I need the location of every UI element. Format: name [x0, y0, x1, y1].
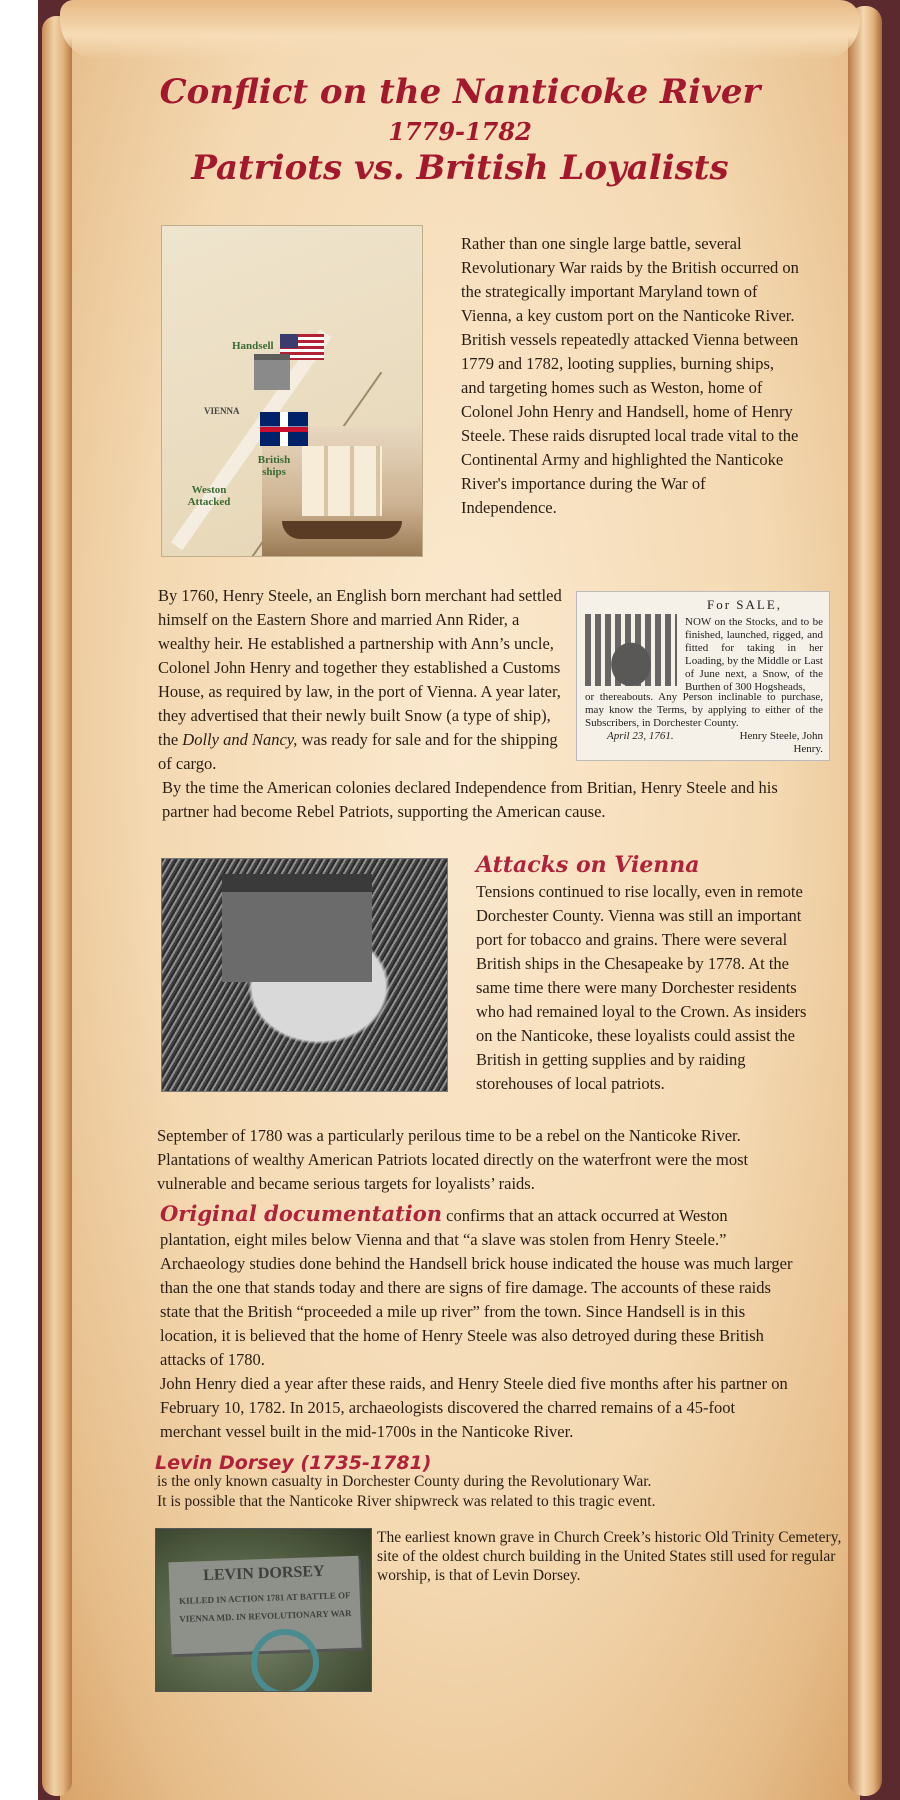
stone-line-2: KILLED IN ACTION 1781 AT BATTLE OF	[178, 1590, 351, 1606]
stone-line-1: LEVIN DORSEY	[202, 1562, 325, 1585]
deaths-text: John Henry died a year after these raids, and Henry Steele died five months after his partner on February 10, 1782. In 2015, archaeologists discovered the charred remains of a 45-foot merchant vessel built in the mid-1700s in the Nanticoke River.	[160, 1374, 788, 1441]
ship-wheel-marker-icon	[251, 1629, 319, 1692]
british-flag-icon	[260, 412, 308, 446]
steele-paragraph	[158, 584, 568, 776]
nanticoke-map-image	[161, 225, 423, 557]
map-label-british-ships: British ships	[257, 454, 291, 478]
attacks-heading: Attacks on Vienna	[476, 852, 700, 878]
attacks-paragraph: Tensions continued to rise locally, even in remote Dorchester County. Vienna was still an important port for tobacco and grains. There were several British ships in the Chesapeake by 1778. At the same time there were many Dorchester residents who had remained loyal to the Crown. As insiders on the Nanticoke, these loyalists could assist the British in getting supplies and by raiding storehouses of local patriots.	[476, 882, 807, 1093]
handsell-house-icon	[254, 354, 290, 390]
ad-ship-engraving-icon	[585, 614, 677, 686]
title-line-3: Patriots vs. British Loyalists	[191, 148, 729, 188]
documentation-lead: Original documentation	[160, 1201, 443, 1226]
documentation-text: confirms that an attack occurred at Weston plantation, eight miles below Vienna and that “a slave was stolen from Henry Steele.” Archaeology studies done behind the Handsell brick house indicated the house was much larger than the one that stands today and there are signs of fire damage. The accounts of these raids state that the British “proceeded a mile up river” from the town. Since Handsell is in this location, it is believed that the home of Henry Steele was also detroyed during these British attacks of 1780.	[160, 1206, 793, 1369]
ad-title: For SALE,	[707, 597, 783, 612]
ad-text: NOW on the Stocks, and to be finished, launched, rigged, and fitted for taking in her Loading, by the Middle or Last of June next, a Snow, of the Burthen of 300 Hogsheads,	[685, 616, 823, 693]
grave-paragraph: The earliest known grave in Church Creek’s historic Old Trinity Cemetery, site of the oldest church building in the United States still used for regular worship, is that of Levin Dorsey.	[377, 1529, 842, 1584]
scroll-top-curl	[60, 0, 860, 60]
steele-text-before: By 1760, Henry Steele, an English born merchant had settled himself on the Eastern Shore and married Ann Rider, a wealthy heir. He established a partnership with Ann’s uncle, Colonel John Henry and together they established a Customs House, as required by law, in the port of Vienna. A year later, they advertised that their newly built Snow (a type of ship), the	[158, 586, 562, 749]
steele-text-after: was ready for sale and for the shipping of cargo.	[158, 730, 558, 773]
map-label-vienna: VIENNA	[204, 406, 240, 416]
left-white-band	[0, 0, 38, 1800]
levin-heading: Levin Dorsey (1735-1781)	[155, 1452, 432, 1474]
documentation-paragraph	[160, 1202, 800, 1444]
map-label-weston: Weston Attacked	[187, 484, 231, 508]
ad-date: April 23, 1761.	[607, 730, 674, 742]
ad-text-2: or thereabouts. Any Person inclinable to purchase, may know the Terms, by applying to either of the Subscribers, in Dorchester County.	[585, 691, 823, 729]
ship-name: Dolly and Nancy,	[182, 730, 298, 749]
levin-paragraph	[157, 1472, 797, 1512]
battle-engraving-image	[161, 858, 448, 1092]
ad-signers: Henry Steele, John Henry.	[739, 730, 823, 755]
intro-paragraph: Rather than one single large battle, several Revolutionary War raids by the British occurred on the strategically important Maryland town of Vienna, a key custom port on the Nanticoke River. British vessels repeatedly attacked Vienna between 1779 and 1782, looting supplies, burning ships, and targeting homes such as Weston, home of Colonel John Henry and Handsell, home of Henry Steele. These raids disrupted local trade vital to the Continental Army and highlighted the Nanticoke River's importance during the War of Independence.	[461, 234, 799, 517]
map-label-handsell: Handsell	[232, 340, 274, 352]
ship-sale-advertisement	[576, 591, 830, 761]
patriots-paragraph: By the time the American colonies declared Independence from Britian, Henry Steele and his partner had become Rebel Patriots, supporting the American cause.	[162, 778, 778, 821]
title-line-1: Conflict on the Nanticoke River	[159, 72, 761, 112]
levin-line-2: It is possible that the Nanticoke River shipwreck was related to this tragic event.	[157, 1493, 656, 1510]
levin-line-1: is the only known casualty in Dorchester County during the Revolutionary War.	[157, 1473, 652, 1490]
stone-line-3: VIENNA MD. IN REVOLUTIONARY WAR	[179, 1607, 352, 1624]
levin-dorsey-grave-image	[155, 1528, 372, 1692]
title-line-2: 1779-1782	[388, 117, 532, 146]
burning-house-icon	[222, 874, 372, 982]
september-paragraph: September of 1780 was a particularly perilous time to be a rebel on the Nanticoke River. Plantations of wealthy American Patriots located directly on the waterfront were the most vulnerable and became serious targets for loyalists’ raids.	[157, 1126, 749, 1193]
